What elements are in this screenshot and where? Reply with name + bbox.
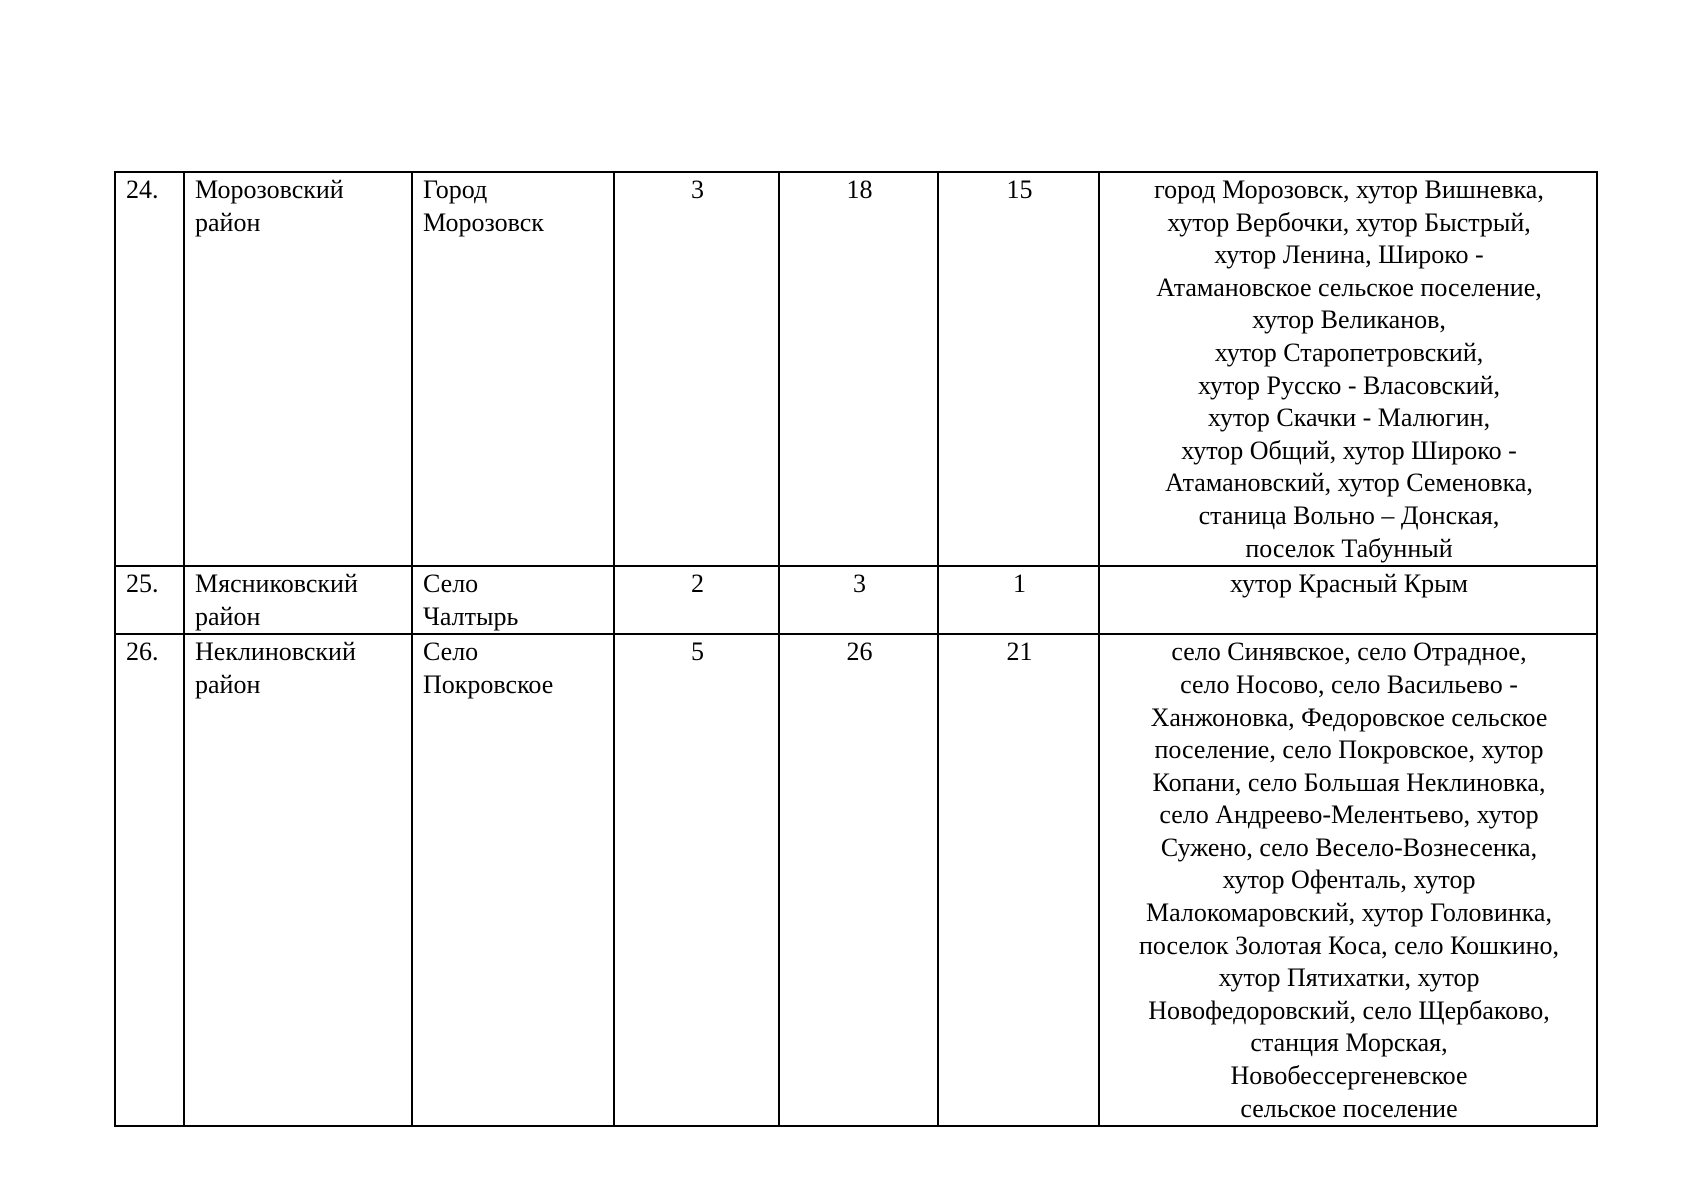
column-6-value: 21 — [938, 634, 1099, 1126]
settlements-line: хутор Красный Крым — [1229, 569, 1468, 599]
row-number: 24. — [115, 172, 184, 566]
settlements-line: город Морозовск, хутор Вишневка, — [1154, 175, 1544, 204]
table-row — [115, 634, 1597, 1126]
settlements-line: станица Вольно – Донская, — [1198, 500, 1500, 530]
settlements-line: хутор Скачки - Малюгин, — [1207, 403, 1491, 433]
settlements-line: Малокомаровский, хутор Головинка, — [1146, 898, 1552, 928]
settlements-line: село Синявское, село Отрадное, — [1171, 637, 1527, 667]
admin-center — [412, 634, 614, 1126]
settlements-line: Сужено, село Весело-Вознесенка, — [1160, 832, 1538, 862]
district-name — [184, 172, 412, 566]
settlements-line: хутор Ленина, Широко - — [1214, 240, 1484, 270]
settlements-line: село Носово, село Васильево - — [1180, 669, 1518, 699]
table-body — [115, 172, 1597, 1126]
admin-center — [412, 566, 614, 634]
settlements-line: хутор Общий, хутор Широко - — [1181, 435, 1517, 465]
settlements-line: станция Морская, — [1250, 1028, 1448, 1058]
admin-center-line: Город — [423, 175, 488, 204]
settlements-line: Атамановский, хутор Семеновка, — [1165, 468, 1533, 498]
settlements-line: хутор Офенталь, хутор — [1222, 865, 1476, 895]
district-name-line: Неклиновский — [195, 637, 356, 667]
settlements-line: поселок Золотая Коса, село Кошкино, — [1138, 930, 1560, 960]
settlements-line: Новобессергеневское — [1230, 1061, 1468, 1091]
settlements-line: хутор Вербочки, хутор Быстрый, — [1167, 207, 1531, 237]
district-name-line: район — [195, 601, 261, 631]
settlements-line: село Андреево-Мелентьево, хутор — [1159, 800, 1539, 830]
settlements-table — [114, 171, 1598, 1127]
row-number: 26. — [115, 634, 184, 1126]
settlements-line: Новофедоровский, село Щербаково, — [1148, 995, 1550, 1025]
settlements-line: хутор Русско - Власовский, — [1197, 370, 1501, 400]
column-4-value: 3 — [614, 172, 779, 566]
admin-center — [412, 172, 614, 566]
table-row — [115, 566, 1597, 634]
district-name-line: район — [195, 669, 261, 699]
settlements-line: хутор Старопетровский, — [1214, 337, 1484, 367]
column-5-value: 18 — [779, 172, 938, 566]
admin-center-line: Село — [423, 569, 479, 599]
settlements-line: хутор Великанов, — [1252, 305, 1446, 335]
settlements-list — [1099, 566, 1597, 634]
column-5-value: 26 — [779, 634, 938, 1126]
settlements-list — [1099, 634, 1597, 1126]
district-name — [184, 566, 412, 634]
settlements-list — [1099, 172, 1597, 566]
admin-center-line: Морозовск — [423, 207, 544, 237]
row-number: 25. — [115, 566, 184, 634]
column-6-value: 15 — [938, 172, 1099, 566]
settlements-line: хутор Пятихатки, хутор — [1218, 963, 1480, 993]
district-name-line: район — [195, 207, 261, 237]
admin-center-line: Село — [423, 637, 479, 667]
settlements-line: Ханжоновка, Федоровское сельское — [1150, 702, 1548, 732]
admin-center-line: Покровское — [423, 669, 554, 699]
settlements-line: поселение, село Покровское, хутор — [1154, 735, 1544, 765]
column-4-value: 2 — [614, 566, 779, 634]
settlements-line: поселок Табунный — [1245, 533, 1453, 563]
table-row — [115, 172, 1597, 566]
column-4-value: 5 — [614, 634, 779, 1126]
settlements-line: сельское поселение — [1240, 1093, 1458, 1123]
district-name — [184, 634, 412, 1126]
settlements-line: Копани, село Большая Неклиновка, — [1152, 767, 1546, 797]
district-name-line: Морозовский — [195, 175, 344, 204]
column-5-value: 3 — [779, 566, 938, 634]
settlements-line: Атамановское сельское поселение, — [1156, 272, 1542, 302]
district-name-line: Мясниковский — [195, 569, 358, 599]
column-6-value: 1 — [938, 566, 1099, 634]
admin-center-line: Чалтырь — [423, 601, 519, 631]
